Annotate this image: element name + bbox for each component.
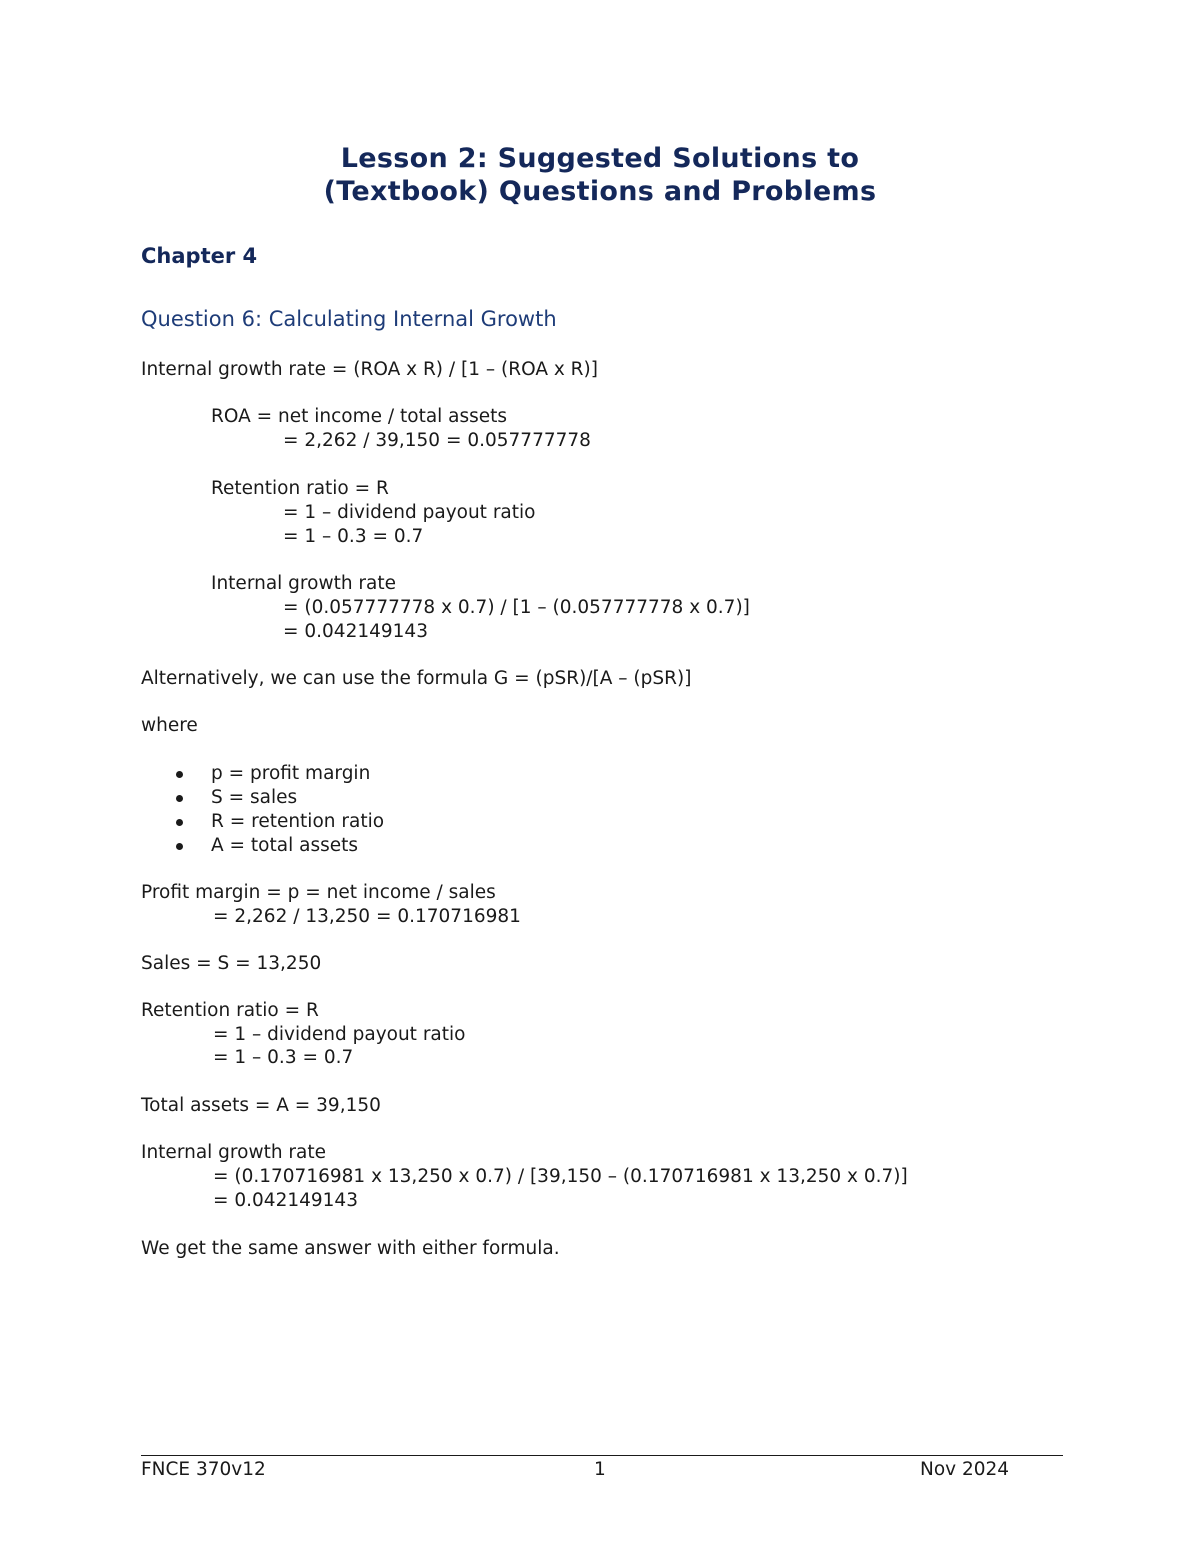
- retention-ratio-calculation-2: = 1 – 0.3 = 0.7: [213, 1047, 354, 1068]
- conclusion-text: We get the same answer with either formula.: [141, 1238, 560, 1259]
- title-line-2: (Textbook) Questions and Problems: [323, 176, 877, 207]
- profit-margin-definition: Profit margin = p = net income / sales: [141, 882, 496, 903]
- footer-course-code: FNCE 370v12: [141, 1459, 266, 1480]
- bullet-icon: [176, 771, 183, 778]
- list-item-text: A = total assets: [211, 835, 358, 856]
- footer-date: Nov 2024: [920, 1459, 1010, 1480]
- bullet-icon: [176, 843, 183, 850]
- chapter-heading: Chapter 4: [141, 244, 258, 268]
- list-item-text: R = retention ratio: [211, 811, 385, 832]
- roa-calculation: = 2,262 / 39,150 = 0.057777778: [283, 430, 591, 451]
- bullet-icon: [176, 795, 183, 802]
- formula-internal-growth: Internal growth rate = (ROA x R) / [1 – (ROA x R)]: [141, 359, 598, 380]
- roa-definition: ROA = net income / total assets: [211, 406, 508, 427]
- retention-ratio-label: Retention ratio = R: [211, 478, 389, 499]
- list-item-text: p = profit margin: [211, 763, 371, 784]
- document-title: [0, 142, 1200, 208]
- retention-ratio-label-2: Retention ratio = R: [141, 1000, 319, 1021]
- retention-ratio-formula: = 1 – dividend payout ratio: [283, 502, 536, 523]
- bullet-icon: [176, 819, 183, 826]
- sales-value: Sales = S = 13,250: [141, 953, 322, 974]
- internal-growth-result-2: = 0.042149143: [213, 1190, 358, 1211]
- title-line-1: Lesson 2: Suggested Solutions to: [340, 143, 860, 174]
- internal-growth-formula: = (0.057777778 x 0.7) / [1 – (0.057777778 x 0.7)]: [283, 597, 750, 618]
- retention-ratio-formula-2: = 1 – dividend payout ratio: [213, 1024, 466, 1045]
- internal-growth-result: = 0.042149143: [283, 621, 428, 642]
- internal-growth-label: Internal growth rate: [211, 573, 397, 594]
- alternative-formula: Alternatively, we can use the formula G = (pSR)/[A – (pSR)]: [141, 668, 692, 689]
- question-heading: Question 6: Calculating Internal Growth: [141, 307, 557, 331]
- footer-page-number: 1: [594, 1459, 606, 1480]
- where-label: where: [141, 715, 198, 736]
- internal-growth-formula-2: = (0.170716981 x 13,250 x 0.7) / [39,150 – (0.170716981 x 13,250 x 0.7)]: [213, 1166, 908, 1187]
- retention-ratio-calculation: = 1 – 0.3 = 0.7: [283, 526, 424, 547]
- internal-growth-label-2: Internal growth rate: [141, 1142, 327, 1163]
- profit-margin-calculation: = 2,262 / 13,250 = 0.170716981: [213, 906, 521, 927]
- total-assets-value: Total assets = A = 39,150: [141, 1095, 381, 1116]
- footer-divider: [141, 1455, 1063, 1456]
- list-item-text: S = sales: [211, 787, 298, 808]
